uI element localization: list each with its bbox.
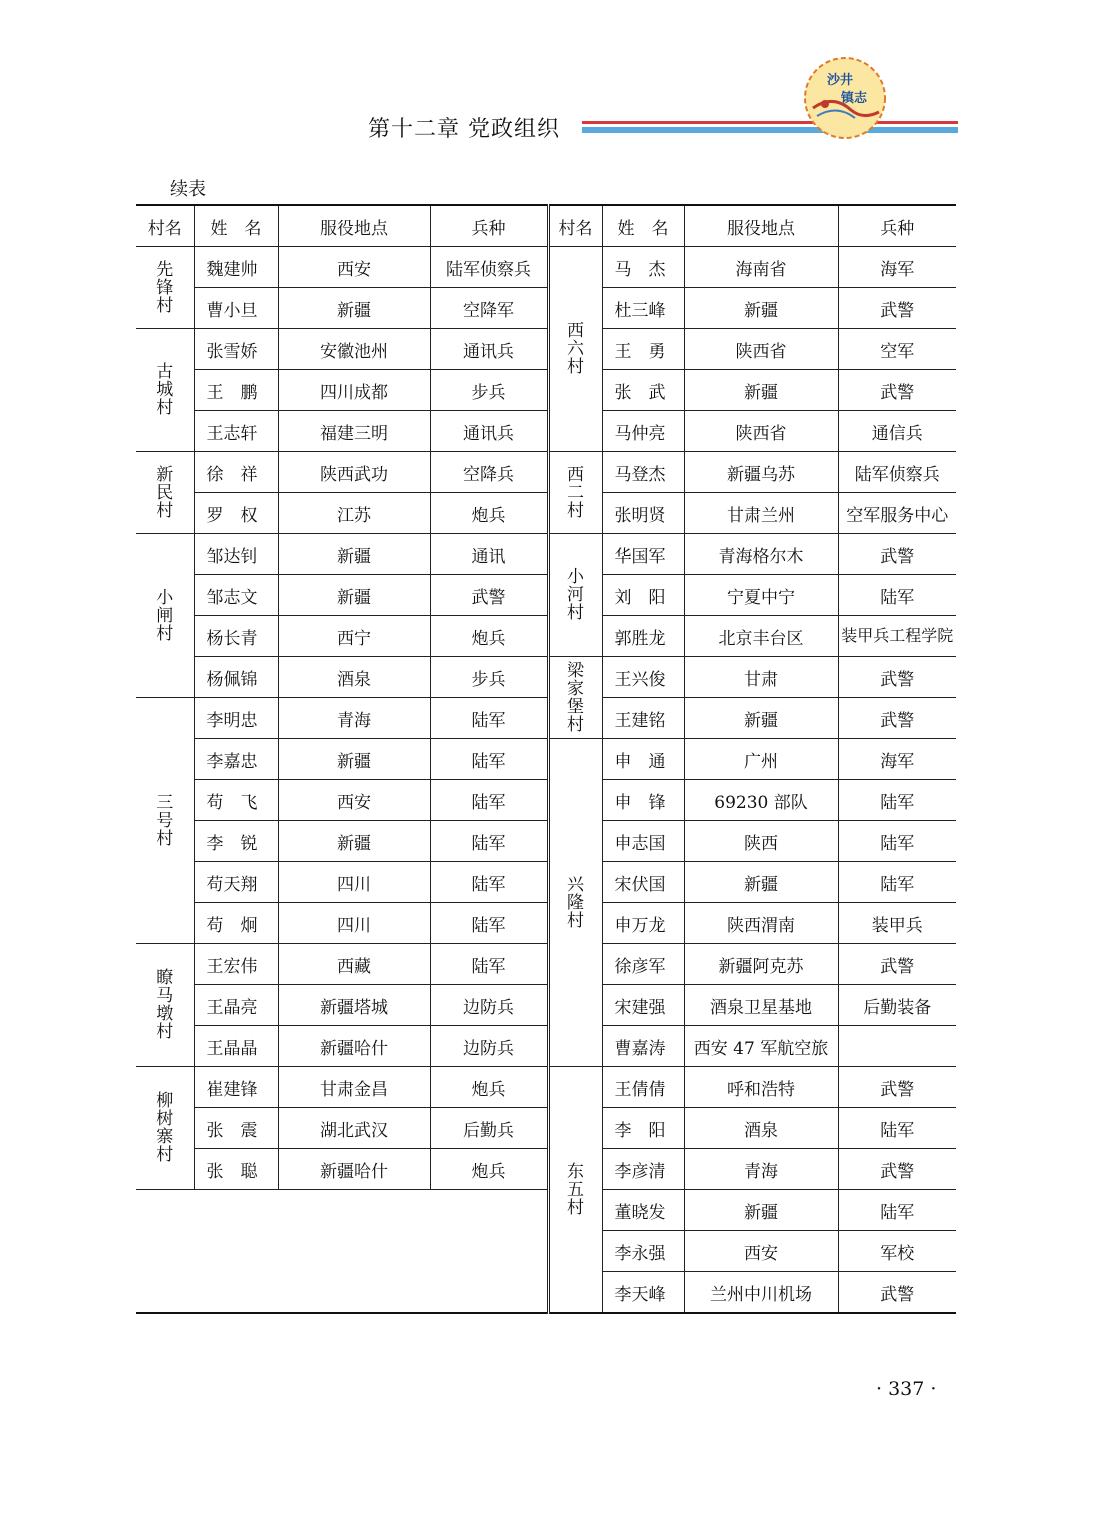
village-name-char: 瞭 (156, 968, 174, 988)
service-branch: 炮兵 (430, 1149, 548, 1190)
soldier-name: 马仲亮 (602, 411, 684, 452)
table-row (136, 575, 956, 616)
table-row (136, 616, 956, 657)
service-location: 海南省 (684, 247, 838, 288)
service-branch: 陆军侦察兵 (838, 452, 956, 493)
table-row (136, 739, 956, 780)
table-row (136, 370, 956, 411)
service-branch: 武警 (838, 698, 956, 739)
soldier-name: 徐彦军 (602, 944, 684, 985)
column-header: 服役地点 (278, 205, 430, 247)
soldier-name: 张雪娇 (194, 329, 278, 370)
service-location: 新疆 (278, 821, 430, 862)
village-name-char: 西 (567, 464, 584, 485)
village-name-cell (136, 534, 194, 698)
service-location: 新疆 (278, 575, 430, 616)
service-location: 新疆 (684, 1190, 838, 1231)
village-name-char: 村 (156, 828, 174, 849)
village-name-char: 兴 (567, 874, 584, 895)
table-row (136, 1108, 956, 1149)
service-branch: 空军 (838, 329, 956, 370)
table-row (136, 329, 956, 370)
service-location: 江苏 (278, 493, 430, 534)
service-branch: 装甲兵工程学院 (838, 616, 956, 657)
service-location: 新疆塔城 (278, 985, 430, 1026)
table-row (136, 493, 956, 534)
soldier-name: 王 勇 (602, 329, 684, 370)
service-branch: 武警 (838, 657, 956, 698)
soldier-name: 王倩倩 (602, 1067, 684, 1108)
soldier-name: 马 杰 (602, 247, 684, 288)
table-row (136, 985, 956, 1026)
soldier-name: 李明忠 (194, 698, 278, 739)
soldier-name: 杜三峰 (602, 288, 684, 329)
service-location: 兰州中川机场 (684, 1272, 838, 1314)
soldier-name: 张 武 (602, 370, 684, 411)
table-row (136, 1190, 956, 1231)
service-location: 新疆 (684, 862, 838, 903)
service-location: 甘肃金昌 (278, 1067, 430, 1108)
table-row (136, 411, 956, 452)
table-row (136, 862, 956, 903)
service-branch: 武警 (838, 944, 956, 985)
soldier-name: 李 锐 (194, 821, 278, 862)
soldier-name: 申万龙 (602, 903, 684, 944)
service-branch: 边防兵 (430, 985, 548, 1026)
soldier-name: 王 鹏 (194, 370, 278, 411)
village-name-char: 村 (156, 500, 174, 521)
village-name-char: 树 (156, 1109, 174, 1129)
soldier-name: 郭胜龙 (602, 616, 684, 657)
service-branch: 陆军 (430, 780, 548, 821)
soldier-name: 王兴俊 (602, 657, 684, 698)
soldier-name: 杨佩锦 (194, 657, 278, 698)
service-branch: 武警 (838, 370, 956, 411)
village-name-char: 小 (567, 567, 584, 587)
service-location: 西安 (278, 247, 430, 288)
soldier-name: 李彦清 (602, 1149, 684, 1190)
service-branch: 炮兵 (430, 493, 548, 534)
service-location: 四川成都 (278, 370, 430, 411)
service-branch: 陆军 (838, 862, 956, 903)
soldier-name: 李 阳 (602, 1108, 684, 1149)
header-rule-blue (582, 127, 958, 133)
service-location: 广州 (684, 739, 838, 780)
village-name-char: 村 (567, 1197, 584, 1218)
svg-text:镇志: 镇志 (841, 91, 868, 106)
service-location: 酒泉 (684, 1108, 838, 1149)
table-row (136, 1067, 956, 1108)
service-location: 西安 (684, 1231, 838, 1272)
service-branch: 军校 (838, 1231, 956, 1272)
village-name-char: 西 (567, 321, 584, 341)
service-location: 69230 部队 (684, 780, 838, 821)
column-header: 村名 (548, 205, 602, 247)
village-name-cell (548, 247, 602, 452)
village-name-char: 堡 (567, 696, 584, 717)
village-name-char: 隆 (567, 892, 584, 913)
soldier-name: 马登杰 (602, 452, 684, 493)
service-branch: 武警 (838, 534, 956, 575)
service-branch: 陆军 (430, 821, 548, 862)
table-row (136, 1026, 956, 1067)
soldier-name: 申 通 (602, 739, 684, 780)
service-branch: 陆军 (838, 821, 956, 862)
service-location: 青海 (278, 698, 430, 739)
service-branch: 陆军 (430, 739, 548, 780)
service-location: 呼和浩特 (684, 1067, 838, 1108)
village-name-char: 河 (567, 585, 584, 605)
service-branch: 炮兵 (430, 616, 548, 657)
soldier-table (136, 204, 956, 1314)
village-name-cell (548, 452, 602, 534)
service-location: 酒泉 (278, 657, 430, 698)
empty-area (136, 1190, 548, 1314)
service-branch (838, 1026, 956, 1067)
village-name-char: 锋 (156, 277, 174, 298)
service-location: 青海 (684, 1149, 838, 1190)
chapter-title: 第十二章 党政组织 (368, 117, 560, 142)
table-row (136, 1149, 956, 1190)
service-branch: 通讯兵 (430, 329, 548, 370)
village-name-char: 六 (567, 339, 584, 359)
village-name-char: 古 (156, 362, 174, 382)
service-location: 新疆 (684, 288, 838, 329)
village-name-char: 村 (156, 1022, 174, 1042)
table-row (136, 288, 956, 329)
soldier-name: 王建铭 (602, 698, 684, 739)
header-row (136, 205, 956, 247)
village-name-char: 村 (567, 500, 584, 521)
column-header: 服役地点 (684, 205, 838, 247)
service-branch: 武警 (838, 1272, 956, 1314)
village-name-char: 三 (156, 792, 174, 813)
service-branch: 武警 (838, 1067, 956, 1108)
table-row (136, 698, 956, 739)
service-location: 西安 (278, 780, 430, 821)
service-branch: 后勤兵 (430, 1108, 548, 1149)
soldier-name: 苟 飞 (194, 780, 278, 821)
village-name-char: 号 (156, 810, 174, 831)
village-name-cell (548, 534, 602, 657)
service-branch: 通信兵 (838, 411, 956, 452)
service-branch: 空降兵 (430, 452, 548, 493)
soldier-name: 张 聪 (194, 1149, 278, 1190)
table-row (136, 821, 956, 862)
table-row (136, 452, 956, 493)
service-branch: 武警 (838, 288, 956, 329)
service-branch: 陆军 (838, 780, 956, 821)
village-name-char: 新 (156, 464, 174, 485)
service-branch: 陆军 (430, 698, 548, 739)
soldier-name: 邹志文 (194, 575, 278, 616)
table-row (136, 657, 956, 698)
village-name-char: 村 (567, 714, 584, 735)
service-location: 甘肃 (684, 657, 838, 698)
village-name-cell (136, 944, 194, 1067)
service-branch: 炮兵 (430, 1067, 548, 1108)
village-name-cell (136, 247, 194, 329)
table-subtitle: 续表 (170, 179, 206, 200)
service-location: 福建三明 (278, 411, 430, 452)
village-name-cell (136, 329, 194, 452)
village-name-char: 先 (156, 259, 174, 280)
service-branch: 陆军 (838, 575, 956, 616)
service-location: 四川 (278, 862, 430, 903)
service-location: 新疆 (278, 288, 430, 329)
service-branch: 海军 (838, 739, 956, 780)
soldier-name: 刘 阳 (602, 575, 684, 616)
soldier-name: 张明贤 (602, 493, 684, 534)
town-logo-icon (803, 56, 887, 140)
village-name-char: 村 (156, 398, 174, 418)
village-name-char: 小 (156, 587, 174, 608)
service-location: 西安 47 军航空旅 (684, 1026, 838, 1067)
village-name-char: 村 (156, 295, 174, 316)
village-name-char: 马 (156, 986, 174, 1006)
service-location: 新疆哈什 (278, 1149, 430, 1190)
service-branch: 武警 (430, 575, 548, 616)
soldier-name: 李嘉忠 (194, 739, 278, 780)
soldier-name: 曹嘉涛 (602, 1026, 684, 1067)
village-name-cell (136, 1067, 194, 1190)
service-location: 青海格尔木 (684, 534, 838, 575)
soldier-name: 张 震 (194, 1108, 278, 1149)
service-branch: 陆军 (430, 903, 548, 944)
soldier-name: 崔建锋 (194, 1067, 278, 1108)
village-name-char: 梁 (567, 660, 584, 681)
service-branch: 陆军 (430, 862, 548, 903)
table-row (136, 903, 956, 944)
service-branch: 陆军 (838, 1108, 956, 1149)
service-branch: 步兵 (430, 370, 548, 411)
service-location: 陕西武功 (278, 452, 430, 493)
service-location: 北京丰台区 (684, 616, 838, 657)
soldier-name: 王晶亮 (194, 985, 278, 1026)
service-location: 酒泉卫星基地 (684, 985, 838, 1026)
service-location: 新疆 (684, 370, 838, 411)
village-name-char: 村 (567, 910, 584, 931)
page-number: · 337 · (876, 1378, 937, 1400)
service-location: 新疆 (278, 739, 430, 780)
service-location: 西藏 (278, 944, 430, 985)
service-branch: 陆军 (430, 944, 548, 985)
service-location: 陕西省 (684, 329, 838, 370)
village-name-char: 柳 (156, 1091, 174, 1111)
soldier-name: 苟天翔 (194, 862, 278, 903)
service-location: 新疆哈什 (278, 1026, 430, 1067)
service-location: 宁夏中宁 (684, 575, 838, 616)
village-name-char: 东 (567, 1161, 584, 1182)
soldier-name: 王宏伟 (194, 944, 278, 985)
service-branch: 步兵 (430, 657, 548, 698)
service-location: 新疆 (684, 698, 838, 739)
service-branch: 武警 (838, 1149, 956, 1190)
village-name-cell (548, 1067, 602, 1314)
village-name-char: 闸 (156, 605, 174, 626)
soldier-name: 杨长青 (194, 616, 278, 657)
service-location: 西宁 (278, 616, 430, 657)
village-name-cell (548, 739, 602, 1067)
soldier-name: 李天峰 (602, 1272, 684, 1314)
table-row (136, 534, 956, 575)
soldier-name: 王志轩 (194, 411, 278, 452)
service-location: 陕西 (684, 821, 838, 862)
service-branch: 陆军侦察兵 (430, 247, 548, 288)
village-name-cell (548, 657, 602, 739)
service-location: 安徽池州 (278, 329, 430, 370)
service-location: 四川 (278, 903, 430, 944)
service-location: 湖北武汉 (278, 1108, 430, 1149)
soldier-name: 王晶晶 (194, 1026, 278, 1067)
service-branch: 陆军 (838, 1190, 956, 1231)
service-branch: 装甲兵 (838, 903, 956, 944)
village-name-cell (136, 698, 194, 944)
village-name-char: 二 (567, 482, 584, 503)
village-name-char: 村 (156, 1145, 174, 1165)
column-header: 兵种 (430, 205, 548, 247)
soldier-name: 董晓发 (602, 1190, 684, 1231)
soldier-name: 曹小旦 (194, 288, 278, 329)
service-location: 新疆 (278, 534, 430, 575)
village-name-char: 墩 (156, 1004, 174, 1024)
soldier-name: 华国军 (602, 534, 684, 575)
soldier-name: 苟 炯 (194, 903, 278, 944)
soldier-name: 罗 权 (194, 493, 278, 534)
soldier-name: 邹达钊 (194, 534, 278, 575)
service-branch: 通讯 (430, 534, 548, 575)
village-name-char: 村 (567, 603, 584, 623)
service-branch: 通讯兵 (430, 411, 548, 452)
service-branch: 海军 (838, 247, 956, 288)
village-name-char: 村 (567, 357, 584, 377)
village-name-cell (136, 452, 194, 534)
service-branch: 空军服务中心 (838, 493, 956, 534)
soldier-name: 李永强 (602, 1231, 684, 1272)
service-branch: 后勤装备 (838, 985, 956, 1026)
table-row (136, 247, 956, 288)
column-header: 姓 名 (602, 205, 684, 247)
soldier-name: 宋伏国 (602, 862, 684, 903)
village-name-char: 家 (567, 678, 584, 699)
service-location: 新疆乌苏 (684, 452, 838, 493)
table-row (136, 944, 956, 985)
soldier-name: 徐 祥 (194, 452, 278, 493)
header-rule-red (582, 121, 958, 124)
soldier-name: 申志国 (602, 821, 684, 862)
village-name-char: 民 (156, 482, 174, 503)
svg-text:沙井: 沙井 (827, 73, 854, 88)
column-header: 村名 (136, 205, 194, 247)
service-location: 陕西省 (684, 411, 838, 452)
soldier-name: 宋建强 (602, 985, 684, 1026)
service-location: 甘肃兰州 (684, 493, 838, 534)
column-header: 兵种 (838, 205, 956, 247)
service-branch: 空降军 (430, 288, 548, 329)
village-name-char: 城 (156, 380, 174, 400)
service-location: 陕西渭南 (684, 903, 838, 944)
service-branch: 边防兵 (430, 1026, 548, 1067)
table-row (136, 780, 956, 821)
soldier-name: 申 锋 (602, 780, 684, 821)
column-header: 姓 名 (194, 205, 278, 247)
village-name-char: 村 (156, 623, 174, 644)
service-location: 新疆阿克苏 (684, 944, 838, 985)
village-name-char: 五 (567, 1179, 584, 1200)
village-name-char: 寨 (156, 1127, 174, 1147)
soldier-name: 魏建帅 (194, 247, 278, 288)
